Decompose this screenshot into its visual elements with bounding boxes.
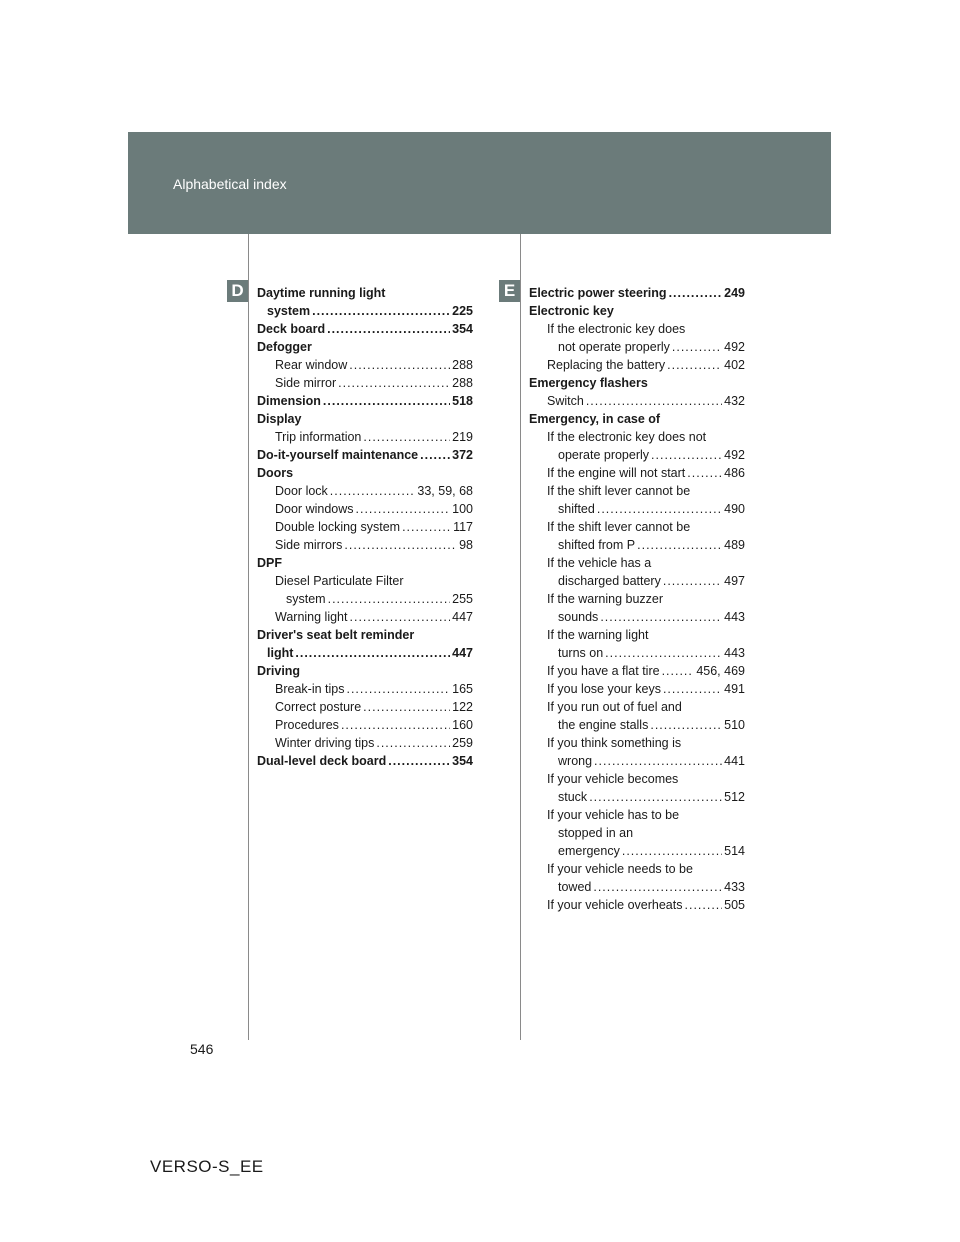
leader-dots [586, 392, 722, 410]
index-entry-text: Doors [257, 466, 294, 480]
index-entry-text: If the electronic key does not [547, 430, 707, 444]
index-entry-page: 372 [452, 448, 473, 462]
leader-dots [685, 896, 723, 914]
index-entry-text: stopped in an [558, 826, 634, 840]
index-entry [529, 410, 745, 428]
index-entry [257, 320, 473, 338]
index-entry-page: 117 [453, 520, 473, 534]
index-entry-page: 100 [452, 502, 473, 516]
index-entry [529, 518, 745, 536]
index-entry-page: 354 [452, 754, 473, 768]
index-entry-text: If you lose your keys [547, 682, 661, 696]
leader-dots [349, 356, 450, 374]
index-entry [257, 482, 473, 500]
leader-dots [589, 788, 722, 806]
index-entry [257, 392, 473, 410]
index-entry-text: system [286, 592, 326, 606]
index-entry [529, 338, 745, 356]
index-entry-text: Dual-level deck board [257, 754, 387, 768]
index-entry [529, 356, 745, 374]
index-entry [529, 482, 745, 500]
leader-dots [663, 572, 722, 590]
index-entry-page: 443 [724, 610, 745, 624]
index-entry-page: 447 [452, 610, 473, 624]
index-entry-page: 492 [724, 448, 745, 462]
leader-dots [593, 878, 722, 896]
leader-dots [363, 698, 450, 716]
index-entry [529, 770, 745, 788]
index-entry-page: 492 [724, 340, 745, 354]
index-entry-page: 354 [452, 322, 473, 336]
index-entry-page: 489 [724, 538, 745, 552]
index-entry [529, 644, 745, 662]
leader-dots [600, 608, 722, 626]
index-entry-page: 433 [724, 880, 745, 894]
leader-dots [662, 662, 695, 680]
leader-dots [650, 716, 722, 734]
leader-dots [344, 536, 457, 554]
index-entry-text: Driver's seat belt reminder [257, 628, 415, 642]
index-entry [529, 284, 745, 302]
index-entry-page: 225 [452, 304, 473, 318]
index-entry-page: 259 [452, 736, 473, 750]
leader-dots [330, 482, 416, 500]
index-entry-text: If the electronic key does [547, 322, 686, 336]
index-entry [257, 464, 473, 482]
index-entry [257, 338, 473, 356]
index-entry-text: discharged battery [558, 574, 661, 588]
index-entry-text: operate properly [558, 448, 650, 462]
leader-dots [323, 392, 450, 410]
index-entry-page: 510 [724, 718, 745, 732]
index-entry-page: 122 [452, 700, 473, 714]
index-entry-page: 288 [452, 358, 473, 372]
index-entry [257, 500, 473, 518]
leader-dots [651, 446, 722, 464]
leader-dots [402, 518, 451, 536]
leader-dots [622, 842, 722, 860]
index-entry-page: 456, 469 [696, 664, 745, 678]
index-entry [529, 302, 745, 320]
index-entry [257, 590, 473, 608]
index-entry [257, 644, 473, 662]
index-entry [257, 410, 473, 428]
index-entry-text: If your vehicle overheats [547, 898, 683, 912]
index-entry-page: 33, 59, 68 [417, 484, 473, 498]
index-entry-text: If you run out of fuel and [547, 700, 682, 714]
index-entry [529, 392, 745, 410]
index-entry [529, 752, 745, 770]
index-entry-text: Dimension [257, 394, 321, 408]
index-entry [257, 374, 473, 392]
leader-dots [363, 428, 450, 446]
index-entry-text: Door windows [275, 502, 354, 516]
index-entry [257, 446, 473, 464]
index-entry-text: Procedures [275, 718, 339, 732]
index-entry-text: Deck board [257, 322, 326, 336]
leader-dots [637, 536, 722, 554]
index-entry-text: Electronic key [529, 304, 614, 318]
index-entry [257, 284, 473, 302]
index-entry [529, 608, 745, 626]
index-entry-text: Correct posture [275, 700, 362, 714]
index-entry-page: 219 [452, 430, 473, 444]
index-entry-text: sounds [558, 610, 599, 624]
index-entry-text: shifted [558, 502, 595, 516]
index-entry-text: Side mirror [275, 376, 337, 390]
section-letter-e: E [499, 280, 520, 302]
index-entry [529, 860, 745, 878]
leader-dots [663, 680, 722, 698]
index-entry [257, 626, 473, 644]
index-entry-page: 447 [452, 646, 473, 660]
index-entry-page: 255 [452, 592, 473, 606]
index-entry-text: the engine stalls [558, 718, 649, 732]
index-entry [257, 608, 473, 626]
index-entry [529, 842, 745, 860]
index-entry-page: 512 [724, 790, 745, 804]
index-entry-text: light [267, 646, 294, 660]
left-divider [248, 234, 249, 1040]
index-entry [257, 536, 473, 554]
center-divider [520, 234, 521, 1040]
index-entry-text: If you think something is [547, 736, 682, 750]
index-entry [529, 554, 745, 572]
index-entry-text: Trip information [275, 430, 362, 444]
index-entry [529, 536, 745, 554]
index-entry-page: 443 [724, 646, 745, 660]
index-entry-text: turns on [558, 646, 604, 660]
index-entry-text: Winter driving tips [275, 736, 375, 750]
leader-dots [687, 464, 722, 482]
index-entry-text: wrong [558, 754, 593, 768]
index-entry-text: Display [257, 412, 302, 426]
index-entry-text: emergency [558, 844, 620, 858]
index-entry [529, 590, 745, 608]
index-entry [529, 878, 745, 896]
index-entry [529, 788, 745, 806]
index-entry-text: Electric power steering [529, 286, 667, 300]
index-entry-page: 486 [724, 466, 745, 480]
section-letter-d: D [227, 280, 248, 302]
index-entry-text: Daytime running light [257, 286, 386, 300]
index-entry-text: Diesel Particulate Filter [275, 574, 404, 588]
leader-dots [388, 752, 450, 770]
index-entry [529, 572, 745, 590]
index-entry-page: 165 [452, 682, 473, 696]
index-entry-page: 98 [459, 538, 473, 552]
index-entry-text: Do-it-yourself maintenance [257, 448, 419, 462]
index-entry [257, 518, 473, 536]
leader-dots [597, 500, 722, 518]
index-entry [529, 734, 745, 752]
leader-dots [346, 680, 450, 698]
index-entry-page: 402 [724, 358, 745, 372]
index-entry [257, 716, 473, 734]
index-entry [257, 662, 473, 680]
leader-dots [420, 446, 450, 464]
index-entry [257, 572, 473, 590]
index-entry [529, 428, 745, 446]
index-entry-text: Driving [257, 664, 301, 678]
index-entry-page: 288 [452, 376, 473, 390]
index-entry [529, 896, 745, 914]
index-entry [257, 680, 473, 698]
index-entry-text: If you have a flat tire [547, 664, 660, 678]
leader-dots [328, 590, 451, 608]
index-entry-page: 160 [452, 718, 473, 732]
leader-dots [376, 734, 450, 752]
index-entry-text: Replacing the battery [547, 358, 666, 372]
index-entry-text: If the warning buzzer [547, 592, 664, 606]
leader-dots [356, 500, 451, 518]
index-entry-page: 518 [452, 394, 473, 408]
index-entry-text: If the shift lever cannot be [547, 484, 691, 498]
index-entry-text: If the engine will not start [547, 466, 686, 480]
index-entry [529, 446, 745, 464]
index-entry [529, 374, 745, 392]
index-entry-page: 432 [724, 394, 745, 408]
index-entry [529, 716, 745, 734]
index-entry-text: Warning light [275, 610, 348, 624]
page-number: 546 [190, 1041, 214, 1057]
index-entry-page: 497 [724, 574, 745, 588]
index-entry [257, 356, 473, 374]
index-entry-text: If the warning light [547, 628, 649, 642]
leader-dots [341, 716, 450, 734]
index-entry [257, 428, 473, 446]
index-entry-text: system [267, 304, 311, 318]
header-band [128, 132, 831, 234]
index-entry [257, 734, 473, 752]
leader-dots [667, 356, 722, 374]
index-entry-page: 505 [724, 898, 745, 912]
page-title: Alphabetical index [173, 176, 287, 192]
leader-dots [594, 752, 722, 770]
index-entry [529, 806, 745, 824]
index-entry-page: 249 [724, 286, 745, 300]
document-code: VERSO-S_EE [150, 1157, 264, 1176]
index-entry-text: Defogger [257, 340, 312, 354]
index-entry-text: If the vehicle has a [547, 556, 652, 570]
index-entry-text: towed [558, 880, 592, 894]
leader-dots [338, 374, 450, 392]
index-entry [529, 320, 745, 338]
index-entry-text: DPF [257, 556, 282, 570]
leader-dots [669, 284, 723, 302]
leader-dots [312, 302, 450, 320]
index-entry-text: If the shift lever cannot be [547, 520, 691, 534]
index-entry-text: Switch [547, 394, 584, 408]
index-entry-text: If your vehicle has to be [547, 808, 680, 822]
index-entry [257, 554, 473, 572]
index-entry-text: stuck [558, 790, 588, 804]
index-entry-text: shifted from P [558, 538, 636, 552]
index-entry [529, 680, 745, 698]
index-entry-text: Rear window [275, 358, 348, 372]
index-entry [529, 500, 745, 518]
leader-dots [295, 644, 450, 662]
index-entry-page: 491 [724, 682, 745, 696]
index-entry-text: If your vehicle becomes [547, 772, 679, 786]
index-entry [529, 662, 745, 680]
leader-dots [350, 608, 451, 626]
index-entry [529, 698, 745, 716]
index-entry [529, 464, 745, 482]
index-entry-text: Emergency, in case of [529, 412, 661, 426]
index-entry [257, 302, 473, 320]
index-entry-page: 441 [724, 754, 745, 768]
leader-dots [605, 644, 722, 662]
index-entry-text: not operate properly [558, 340, 670, 354]
index-entry [529, 626, 745, 644]
leader-dots [327, 320, 450, 338]
index-entry-page: 490 [724, 502, 745, 516]
index-column-d [257, 284, 473, 770]
index-entry-text: Emergency flashers [529, 376, 648, 390]
index-entry-text: Break-in tips [275, 682, 345, 696]
index-entry-page: 514 [724, 844, 745, 858]
index-entry [529, 824, 745, 842]
leader-dots [672, 338, 722, 356]
index-entry-text: Door lock [275, 484, 328, 498]
index-entry [257, 698, 473, 716]
index-entry-text: Double locking system [275, 520, 401, 534]
index-entry-text: If your vehicle needs to be [547, 862, 693, 876]
index-entry [257, 752, 473, 770]
index-column-e [529, 284, 745, 914]
index-entry-text: Side mirrors [275, 538, 343, 552]
